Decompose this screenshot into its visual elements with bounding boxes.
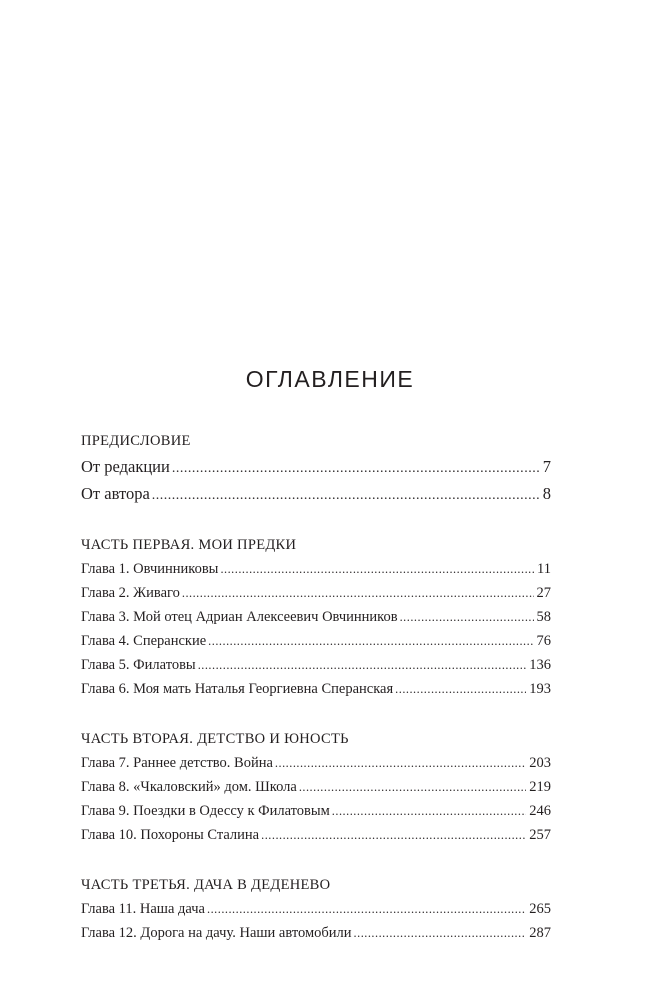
dot-leader: [354, 921, 527, 945]
dot-leader: [208, 629, 533, 653]
entry-page-number: 136: [529, 657, 551, 673]
entry-label: Глава 8. «Чкаловский» дом. Школа: [81, 779, 297, 795]
entry-label: Глава 3. Мой отец Адриан Алексеевич Овчинников: [81, 609, 398, 625]
entry-page-number: 257: [529, 827, 551, 843]
entry-page-number: 58: [536, 609, 551, 625]
entry-page-number: 7: [542, 457, 551, 476]
entry-label: Глава 2. Живаго: [81, 585, 180, 601]
entry-page-number: 219: [529, 779, 551, 795]
entry-label: Глава 11. Наша дача: [81, 901, 205, 917]
toc-entry[interactable]: [81, 677, 551, 701]
entry-page-number: 246: [529, 803, 551, 819]
entry-label: От редакции: [81, 457, 170, 476]
entry-page-number: 265: [529, 901, 551, 917]
toc-entry[interactable]: [81, 480, 551, 507]
entry-page-number: 76: [536, 633, 551, 649]
entry-page-number: 287: [529, 925, 551, 941]
section-title: ПРЕДИСЛОВИЕ: [81, 433, 191, 449]
entry-label: Глава 4. Сперанские: [81, 633, 207, 649]
toc-section-part-two: [81, 728, 551, 847]
toc-entry[interactable]: [81, 897, 551, 921]
dot-leader: [400, 605, 534, 629]
toc-entry[interactable]: [81, 921, 551, 945]
dot-leader: [182, 581, 534, 605]
dot-leader: [198, 653, 527, 677]
dot-leader: [299, 775, 526, 799]
toc-entry[interactable]: [81, 653, 551, 677]
entry-page-number: 203: [529, 755, 551, 771]
dot-leader: [275, 751, 526, 775]
toc-entry[interactable]: [81, 581, 551, 605]
section-title: ЧАСТЬ ВТОРАЯ. ДЕТСТВО И ЮНОСТЬ: [81, 731, 349, 747]
toc-entry[interactable]: [81, 823, 551, 847]
toc-entry[interactable]: [81, 629, 551, 653]
dot-leader: [395, 677, 526, 701]
toc-entry[interactable]: [81, 605, 551, 629]
entry-label: Глава 6. Моя мать Наталья Георгиевна Сперанская: [81, 681, 394, 697]
entry-label: Глава 12. Дорога на дачу. Наши автомобили: [81, 925, 352, 941]
entry-label: Глава 9. Поездки в Одессу к Филатовым: [81, 803, 330, 819]
section-title: ЧАСТЬ ПЕРВАЯ. МОИ ПРЕДКИ: [81, 537, 297, 553]
table-of-contents: [81, 430, 551, 945]
toc-entry[interactable]: [81, 751, 551, 775]
toc-entry[interactable]: [81, 557, 551, 581]
entry-page-number: 193: [529, 681, 551, 697]
entry-label: Глава 5. Филатовы: [81, 657, 196, 673]
entry-page-number: 11: [537, 561, 551, 577]
toc-section-part-one: [81, 534, 551, 701]
dot-leader: [207, 897, 526, 921]
toc-entry[interactable]: [81, 775, 551, 799]
entry-page-number: 8: [542, 484, 551, 503]
dot-leader: [152, 482, 540, 509]
entry-page-number: 27: [536, 585, 551, 601]
section-title: ЧАСТЬ ТРЕТЬЯ. ДАЧА В ДЕДЕНЕВО: [81, 877, 331, 893]
toc-entry[interactable]: [81, 453, 551, 480]
entry-label: Глава 7. Раннее детство. Война: [81, 755, 273, 771]
dot-leader: [172, 455, 540, 482]
entry-label: От автора: [81, 484, 150, 503]
dot-leader: [220, 557, 534, 581]
entry-label: Глава 10. Похороны Сталина: [81, 827, 260, 843]
toc-section-part-three: [81, 874, 551, 945]
toc-title: ОГЛАВЛЕНИЕ: [245, 366, 415, 392]
entry-label: Глава 1. Овчинниковы: [81, 561, 219, 577]
dot-leader: [332, 799, 526, 823]
dot-leader: [261, 823, 526, 847]
toc-entry[interactable]: [81, 799, 551, 823]
toc-section-preface: [81, 430, 551, 507]
